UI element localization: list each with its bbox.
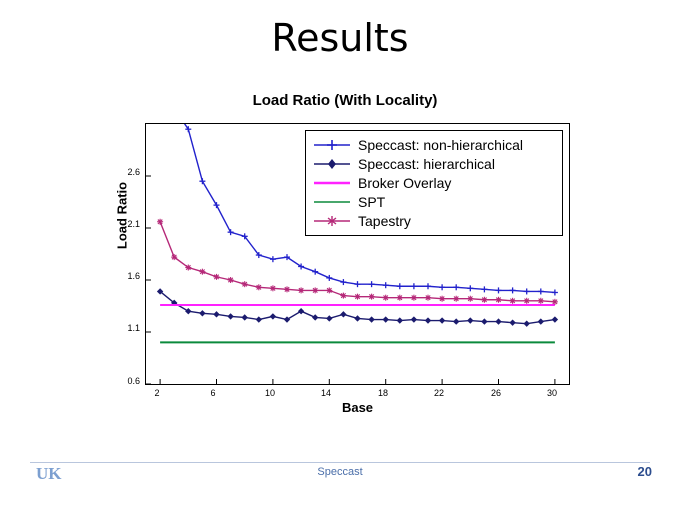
legend-label: Speccast: non-hierarchical	[358, 136, 523, 153]
x-tick-label: 6	[210, 388, 216, 398]
legend-item	[312, 154, 556, 173]
chart-y-axis-label: Load Ratio	[114, 181, 130, 250]
uk-logo: UK	[36, 464, 62, 483]
footer-divider	[30, 462, 650, 463]
legend-label: SPT	[358, 193, 386, 210]
legend-label: Speccast: hierarchical	[358, 155, 495, 172]
y-tick-label: 2.6	[127, 167, 140, 177]
x-tick-label: 14	[320, 388, 331, 398]
chart-title: Load Ratio (With Locality)	[252, 92, 438, 109]
x-tick-label: 10	[264, 388, 275, 398]
y-tick-label: 1.6	[127, 271, 140, 281]
legend-item	[312, 135, 556, 154]
legend-swatch-speccast-non-hierarchical	[312, 138, 352, 152]
chart-legend	[305, 130, 563, 236]
legend-item	[312, 173, 556, 192]
legend-label: Tapestry	[358, 212, 411, 229]
legend-item	[312, 192, 556, 211]
legend-swatch-speccast-hierarchical	[312, 157, 352, 171]
legend-swatch-spt	[312, 195, 352, 209]
y-tick-label: 1.1	[127, 323, 140, 333]
footer-text: Speccast	[317, 466, 363, 478]
page-title: Results	[271, 16, 409, 60]
y-tick-label: 0.6	[127, 376, 140, 386]
y-tick-label: 2.1	[127, 219, 140, 229]
legend-item	[312, 211, 556, 230]
x-tick-label: 18	[377, 388, 388, 398]
legend-label: Broker Overlay	[358, 174, 452, 191]
x-tick-label: 30	[546, 388, 557, 398]
x-tick-label: 2	[154, 388, 160, 398]
chart-container	[110, 88, 580, 433]
legend-swatch-broker-overlay	[312, 176, 352, 190]
x-tick-label: 26	[490, 388, 501, 398]
page-number: 20	[637, 464, 652, 479]
chart-x-axis-label: Base	[341, 400, 374, 415]
legend-swatch-tapestry	[312, 214, 352, 228]
x-tick-label: 22	[433, 388, 444, 398]
